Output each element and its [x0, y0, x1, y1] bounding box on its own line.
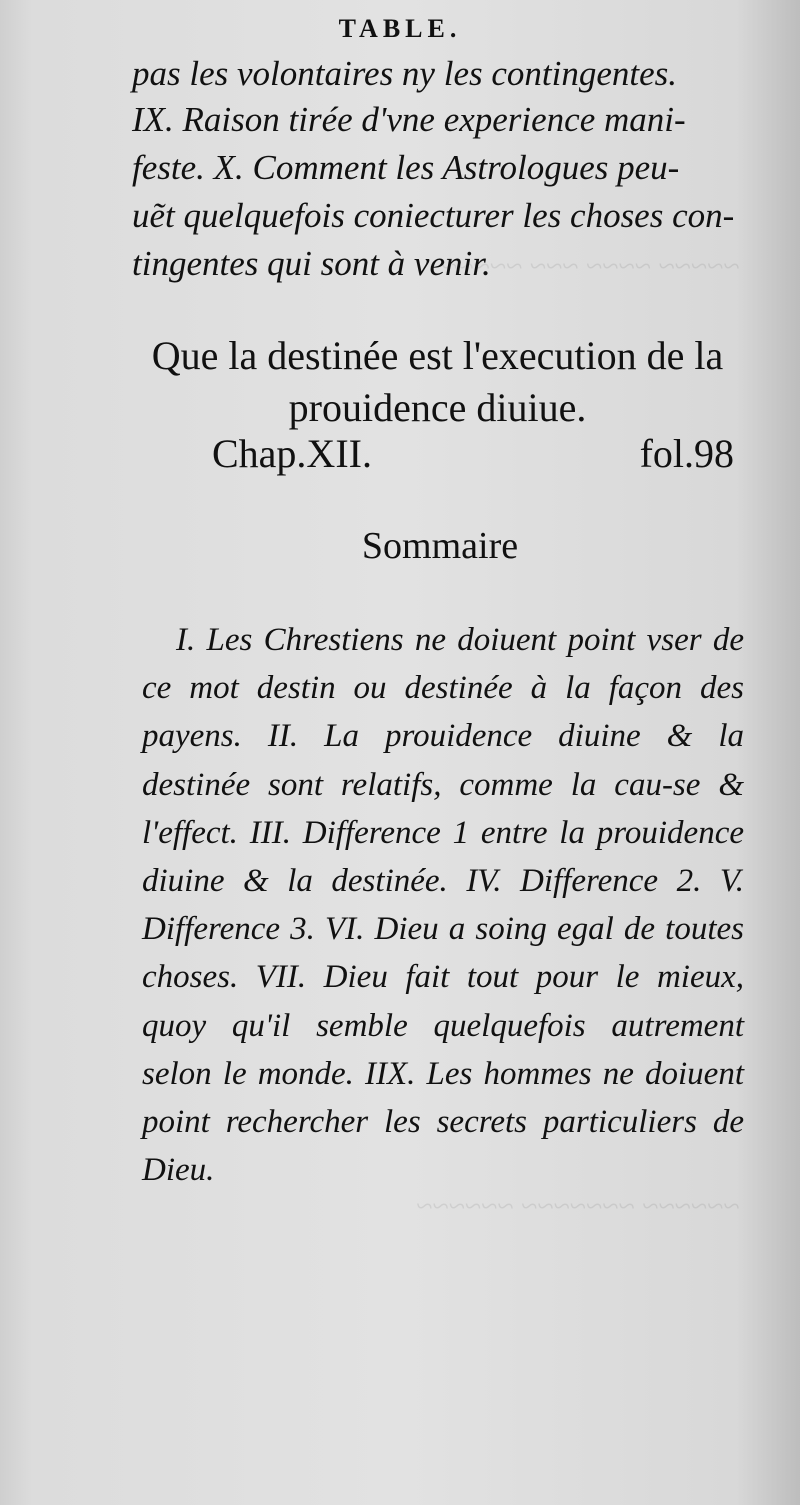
- summary-heading: Sommaire: [361, 525, 519, 567]
- running-header: TABLE.: [338, 14, 462, 43]
- chapter-reference: [212, 430, 734, 477]
- continuation-line-2: IX. Raison tirée d'vne experience mani-: [132, 100, 686, 139]
- bleed-through-text: ~~~~~~ ~~~~~~~ ~~~~~~: [416, 1190, 740, 1223]
- chapter-title-line-2: prouidence diuiue.: [288, 385, 587, 430]
- continuation-line-5: tingentes qui sont à venir.: [132, 244, 491, 283]
- bleed-through-text: ~~~~~ ~~~~ ~~~ ~~~~~: [441, 250, 740, 283]
- chapter-title: [140, 330, 735, 434]
- folio-number: fol.98: [639, 431, 734, 476]
- continuation-line-1: pas les volontaires ny les contingentes.: [132, 54, 677, 93]
- chapter-title-line-1: Que la destinée est l'execution de la: [151, 333, 724, 378]
- continuation-line-4: uẽt quelquefois coniecturer les choses con-: [132, 196, 735, 235]
- chapter-label: Chap.XII.: [212, 431, 372, 476]
- continuation-line-3: feste. X. Comment les Astrologues peu-: [132, 148, 680, 187]
- summary-paragraph: I. Les Chrestiens ne doiuent point vser de ce mot destin ou destinée à la façon des payens. II. La prouidence diuine & la destinée sont relatifs, comme la cau-se & l'effect. III. Difference 1 entre la prouidence diuine & la destinée. IV. Difference 2. V. Difference 3. VI. Dieu a soing egal de toutes choses. VII. Dieu fait tout pour le mieux, quoy qu'il semble quelquefois autrement selon le monde. IIX. Les hommes ne doiuent point rechercher les secrets particuliers de Dieu.: [142, 622, 744, 1189]
